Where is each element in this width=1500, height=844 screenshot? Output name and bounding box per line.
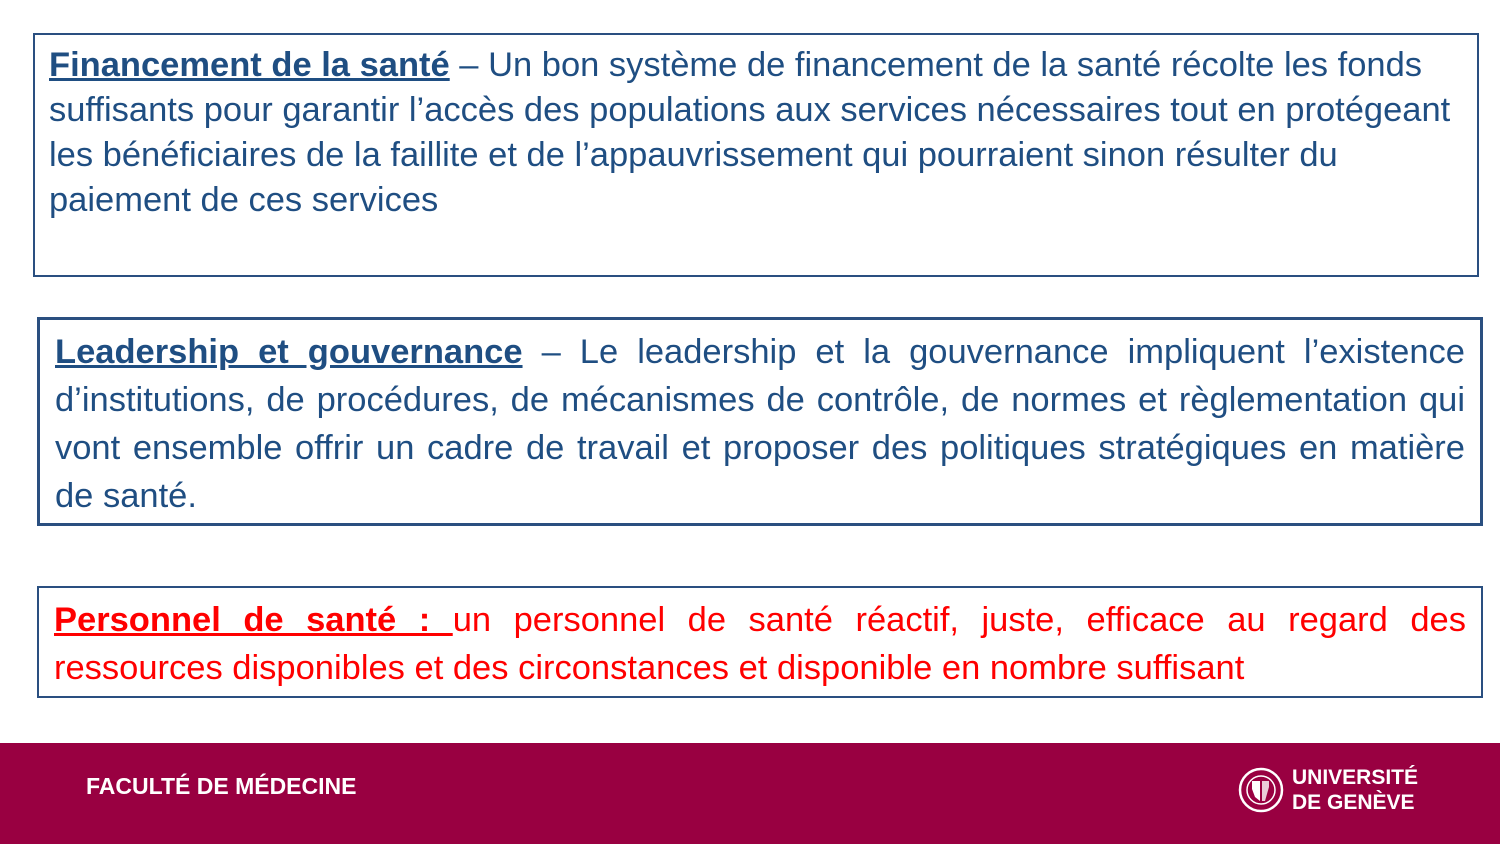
logo-line-2: DE GENÈVE [1292, 791, 1415, 814]
health-workforce-box [37, 586, 1483, 698]
health-financing-box [33, 33, 1479, 277]
health-workforce-text: un personnel de santé réactif, juste, efficace au regard des ressources disponibles et des circonstances et disponible en nombre suffisant [54, 601, 1466, 687]
university-seal-icon [1238, 767, 1284, 813]
health-workforce-paragraph [54, 596, 1466, 692]
leadership-governance-text: – Le leadership et la gouvernance impliquent l’existence d’institutions, de procédures, de mécanismes de contrôle, de normes et règlementation qui vont ensemble offrir un cadre de travail et proposer des politiques stratégiques en matière de santé. [55, 333, 1465, 515]
logo-line-1: UNIVERSITÉ [1292, 766, 1419, 789]
leadership-governance-heading: Leadership et gouvernance [55, 333, 523, 371]
health-financing-heading: Financement de la santé [49, 46, 450, 84]
health-financing-text: – Un bon système de financement de la santé récolte les fonds suffisants pour garantir l’accès des populations aux services nécessaires tout en protégeant les bénéficiaires de la faillite et de l’appauvrissement qui pourraient sinon résulter du paiement de ces services [49, 46, 1451, 219]
health-workforce-heading: Personnel de santé : [54, 601, 453, 639]
footer-bar [0, 743, 1500, 844]
leadership-governance-box [37, 317, 1483, 526]
leadership-governance-paragraph [55, 328, 1465, 520]
health-financing-paragraph [49, 43, 1463, 223]
university-logo [1238, 765, 1418, 815]
faculty-label: FACULTÉ DE MÉDECINE [86, 773, 357, 799]
